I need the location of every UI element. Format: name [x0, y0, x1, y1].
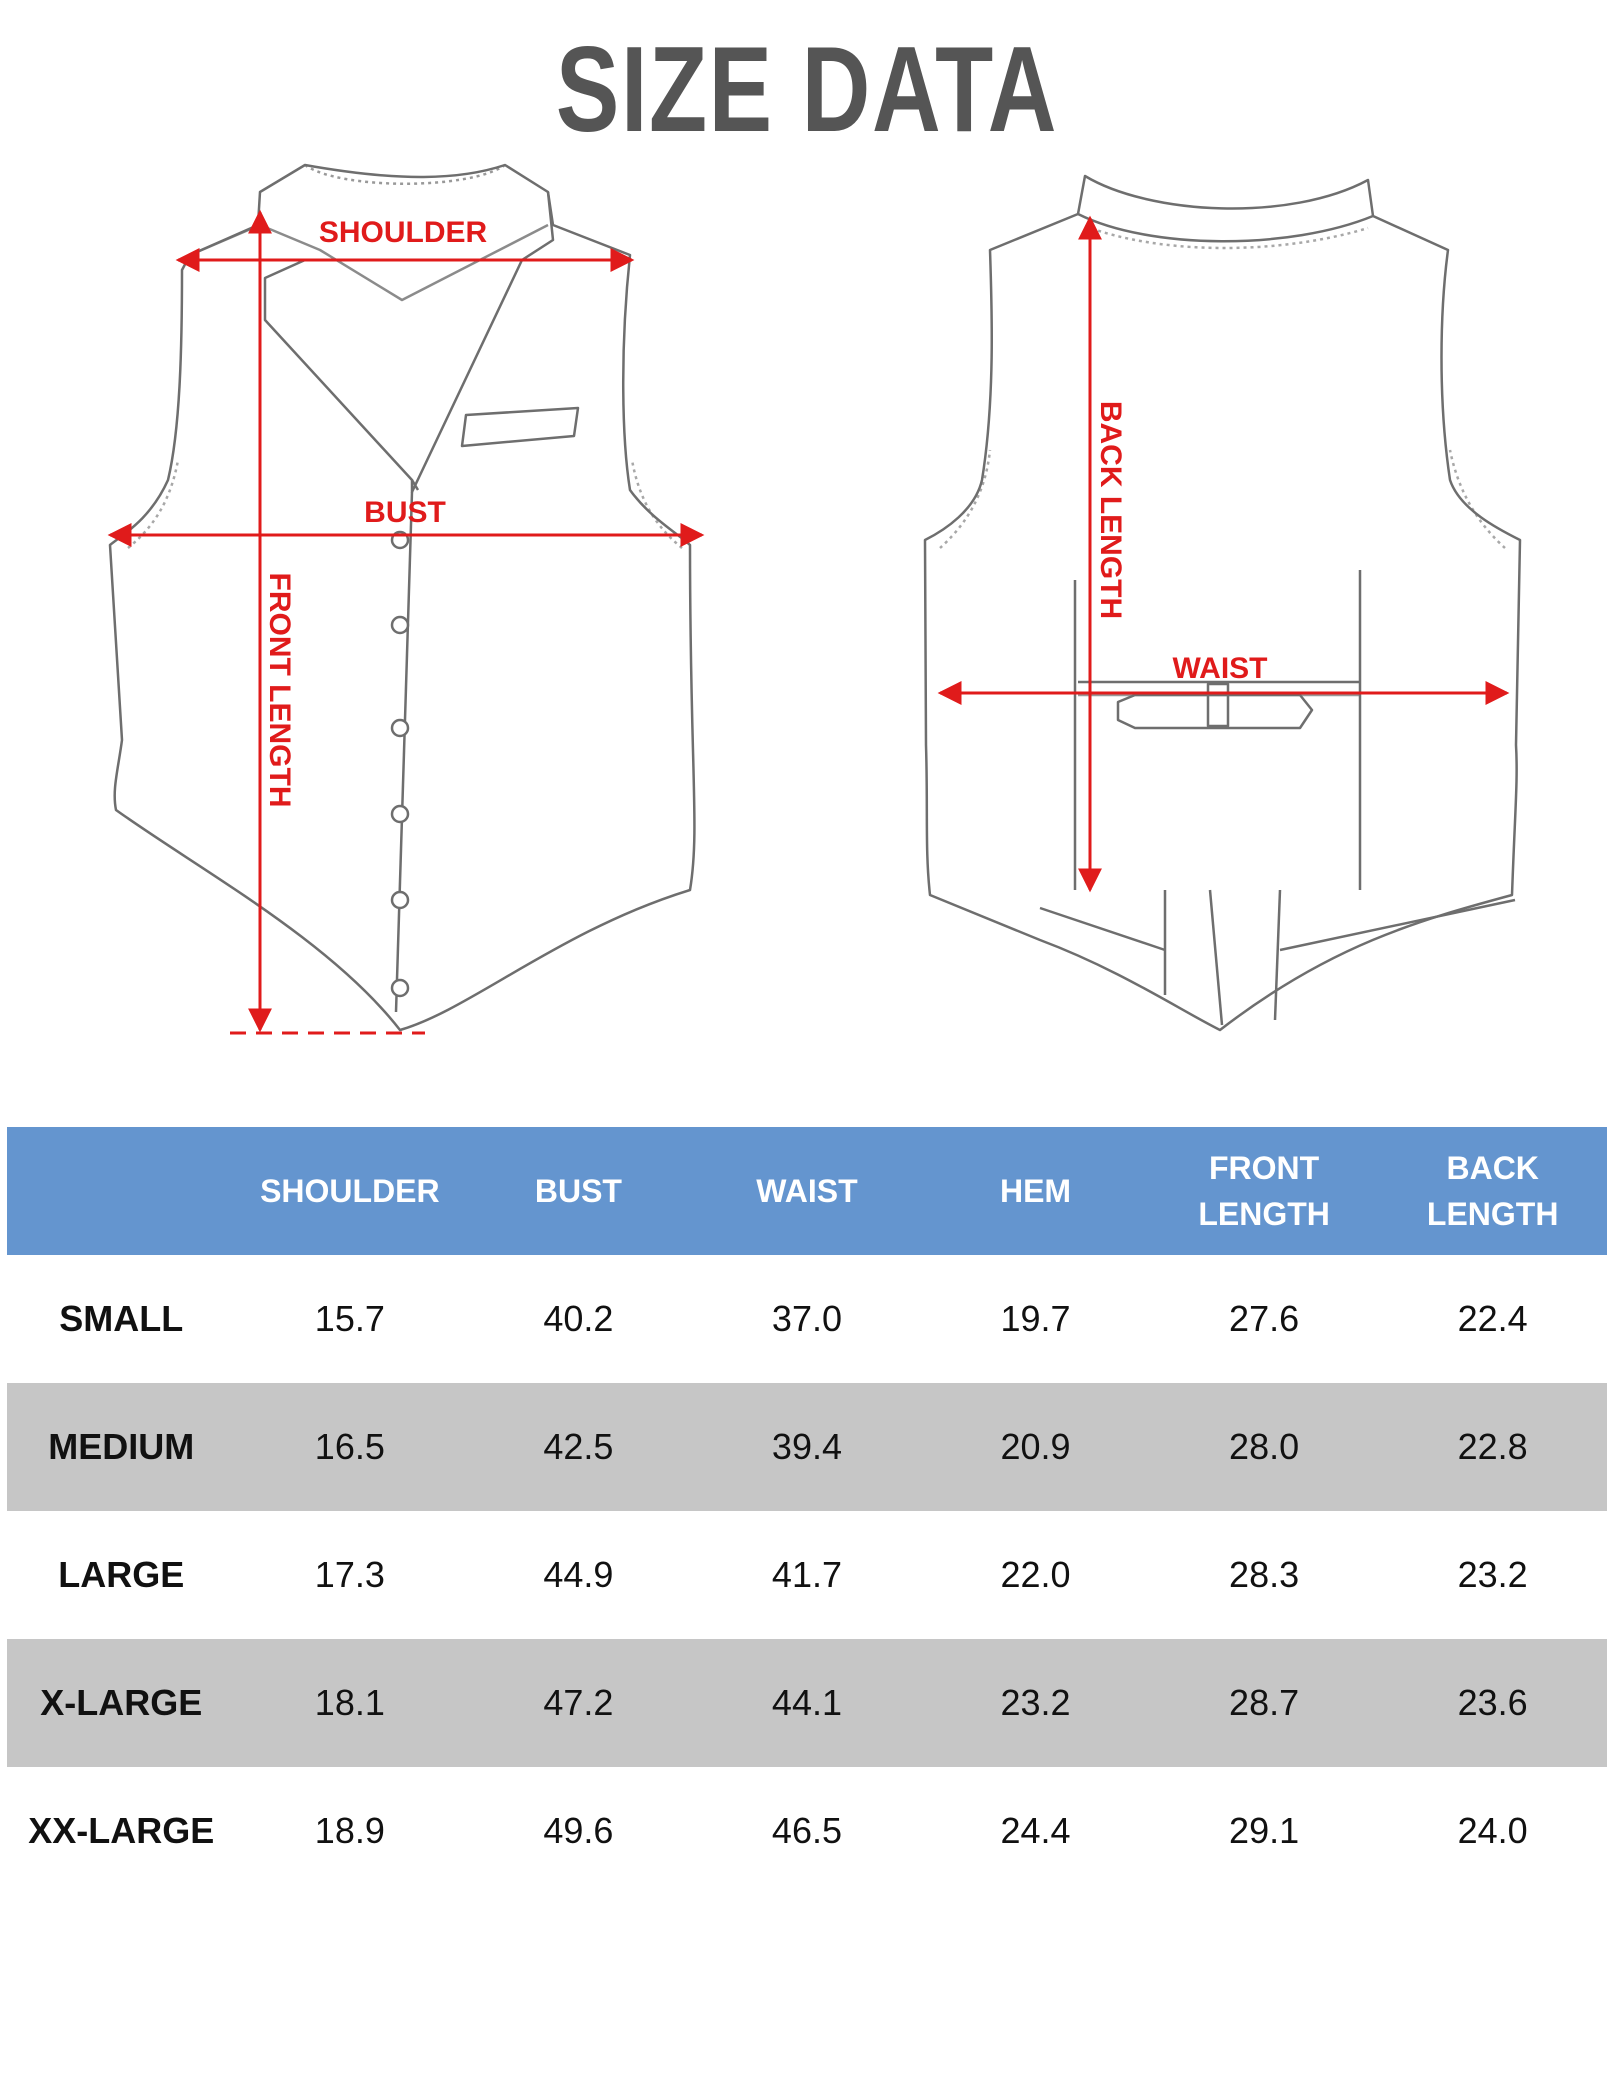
header-cell-waist: WAIST: [693, 1127, 922, 1255]
back-vest-outline: [925, 176, 1520, 1030]
header-cell-shoulder: SHOULDER: [236, 1127, 465, 1255]
shoulder-cell: 15.7: [314, 1298, 385, 1339]
page-title: SIZE DATA: [555, 21, 1059, 157]
waist-label: WAIST: [1172, 652, 1268, 685]
waist-cell: 41.7: [771, 1554, 842, 1595]
front-length-cell: 29.1: [1229, 1810, 1300, 1851]
waist-cell: 37.0: [771, 1298, 842, 1339]
header-cell-back-length: BACK LENGTH: [1378, 1127, 1607, 1255]
table-row: [7, 1511, 1607, 1639]
table-row: [7, 1255, 1607, 1383]
front-length-cell: 28.3: [1229, 1554, 1300, 1595]
shoulder-cell: 18.1: [236, 1639, 465, 1767]
size-name-cell: XX-LARGE: [28, 1810, 215, 1851]
shoulder-cell: 16.5: [236, 1383, 465, 1511]
shoulder-cell: 18.9: [314, 1810, 385, 1851]
hem-cell: 24.4: [1000, 1810, 1071, 1851]
front-vest-buttons: [392, 532, 408, 996]
size-name-cell: X-LARGE: [7, 1639, 236, 1767]
back-length-cell: 22.4: [1457, 1298, 1528, 1339]
back-length-cell: 22.8: [1378, 1383, 1607, 1511]
table-row: [7, 1767, 1607, 1895]
header-cell-bust: BUST: [464, 1127, 693, 1255]
hem-cell: 20.9: [921, 1383, 1150, 1511]
bust-cell: 47.2: [464, 1639, 693, 1767]
bust-cell: 44.9: [543, 1554, 614, 1595]
bust-cell: 49.6: [543, 1810, 614, 1851]
table-row: [7, 1639, 1607, 1767]
back-length-cell: 23.2: [1457, 1554, 1528, 1595]
front-length-cell: 27.6: [1229, 1298, 1300, 1339]
size-name-cell: MEDIUM: [7, 1383, 236, 1511]
bust-label: BUST: [364, 496, 446, 529]
shoulder-cell: 17.3: [314, 1554, 385, 1595]
size-name-cell: SMALL: [59, 1298, 184, 1339]
back-length-label: BACK LENGTH: [1094, 400, 1127, 620]
header-cell-hem: HEM: [921, 1127, 1150, 1255]
size-table: [7, 1127, 1607, 1895]
hem-cell: 19.7: [1000, 1298, 1071, 1339]
bust-cell: 42.5: [464, 1383, 693, 1511]
waist-cell: 39.4: [693, 1383, 922, 1511]
hem-cell: 23.2: [921, 1639, 1150, 1767]
waist-cell: 46.5: [771, 1810, 842, 1851]
table-header-row: [7, 1127, 1607, 1255]
table-row: [7, 1383, 1607, 1511]
header-cell-front-length: FRONT LENGTH: [1150, 1127, 1379, 1255]
hem-cell: 22.0: [1000, 1554, 1071, 1595]
front-length-label: FRONT LENGTH: [263, 572, 296, 808]
size-name-cell: LARGE: [58, 1554, 185, 1595]
front-length-cell: 28.7: [1150, 1639, 1379, 1767]
shoulder-label: SHOULDER: [318, 216, 488, 249]
vest-diagram: [0, 150, 1614, 1050]
back-length-cell: 23.6: [1378, 1639, 1607, 1767]
waist-cell: 44.1: [693, 1639, 922, 1767]
front-length-cell: 28.0: [1150, 1383, 1379, 1511]
bust-cell: 40.2: [543, 1298, 614, 1339]
back-length-cell: 24.0: [1457, 1810, 1528, 1851]
header-cell-size: [7, 1127, 236, 1255]
